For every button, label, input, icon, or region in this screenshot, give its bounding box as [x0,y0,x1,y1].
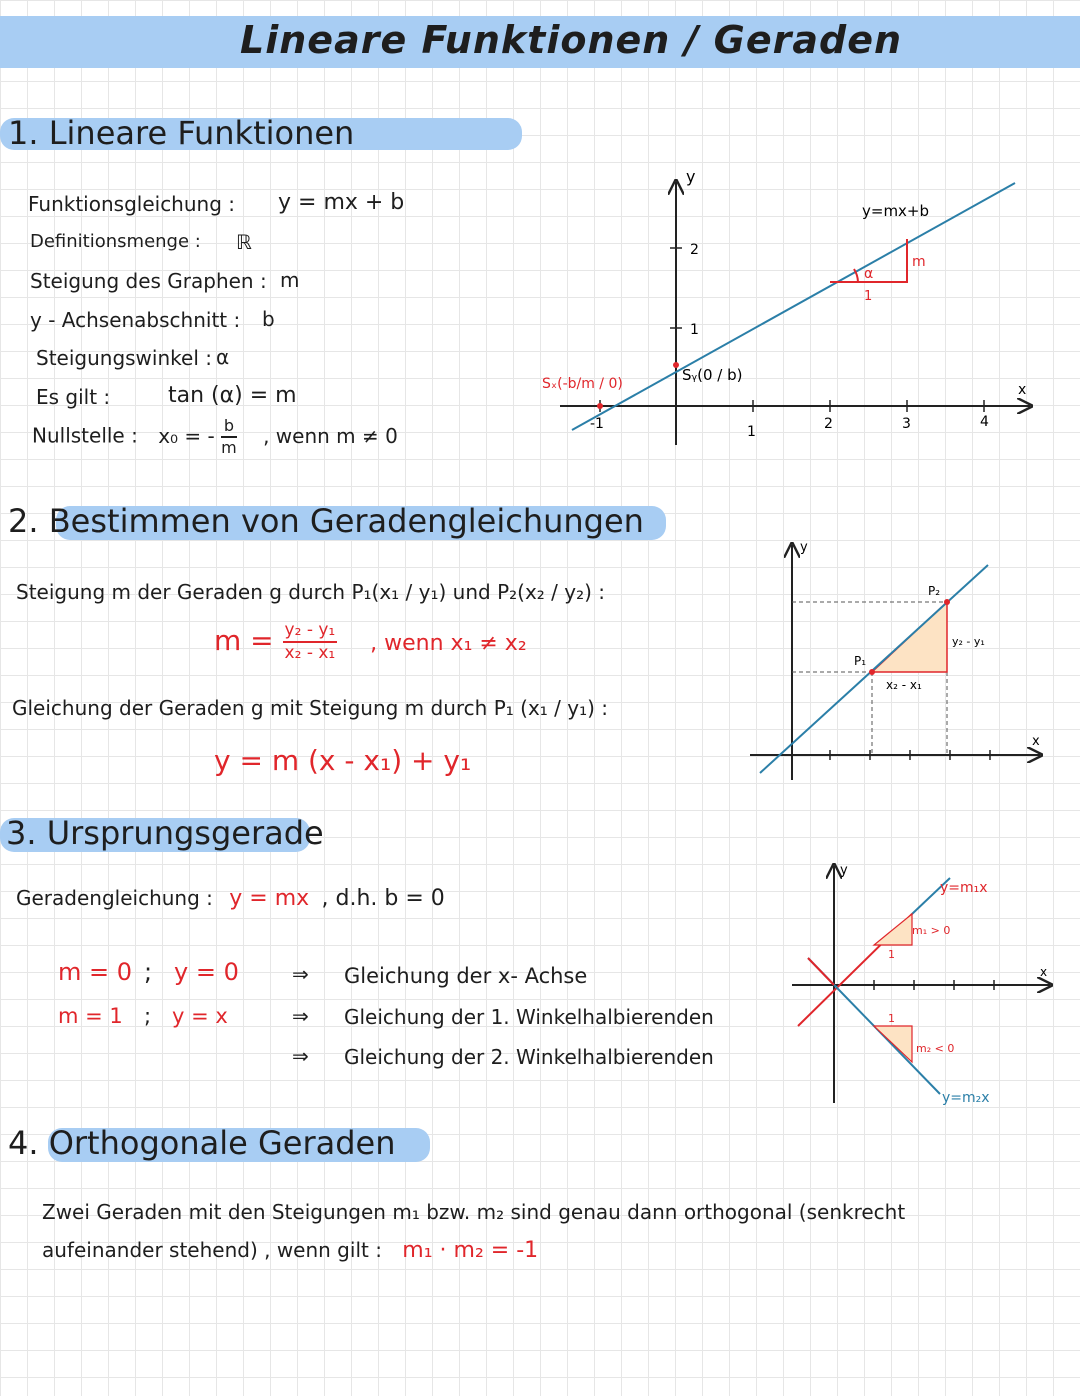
case-m-0: m = 0 [58,958,133,986]
section1-heading: 1. Lineare Funktionen [8,114,355,152]
y-axis-label: y [840,863,848,878]
def-label-4: Steigungswinkel : [36,346,212,370]
case-y-0: y = 0 [174,958,239,986]
nullstelle-num: b [221,418,237,438]
slope-lhs: m = [214,624,274,657]
angle-label: α [864,266,874,282]
section3-label: Geradengleichung : [16,886,213,910]
graph-two-points [740,535,1060,785]
sy-point [673,362,679,368]
nullstelle-row [32,418,398,456]
xtick-3: 3 [902,416,911,432]
graph-origin-lines [788,858,1060,1108]
y-axis-label: y [686,167,696,186]
run-label: 1 [864,289,873,304]
sx-label: Sₓ(-b/m / 0) [542,376,623,392]
nullstelle-fraction [221,418,237,456]
p2-point [944,599,950,605]
page-title: Lineare Funktionen / Geraden [240,18,903,62]
section4-line2-wrap [42,1238,538,1263]
xtick-1: 1 [747,424,756,440]
c1-label: m₁ > 0 [912,924,951,937]
slope-den: x₂ - x₁ [284,643,336,663]
y-axis-label: y [800,540,808,555]
run1-label: 1 [888,948,895,961]
def-value-2: m [280,268,300,292]
case-text-0: Gleichung der x- Achse [344,964,588,988]
p2-label: P₂ [928,584,941,598]
case-y-1: y = x [172,1004,228,1028]
x-axis-label: x [1018,382,1027,398]
l1-label: y=m₁x [940,880,988,896]
def-value-0: y = mx + b [278,190,405,215]
case-text-1: Gleichung der 1. Winkelhalbierenden [344,1005,714,1029]
section4-heading: 4. Orthogonale Geraden [8,1124,396,1162]
case-sep-1: ; [144,1004,152,1028]
function-line [572,183,1015,430]
section4-line1: Zwei Geraden mit den Steigungen m₁ bzw. m₂ sind genau dann orthogonal (senkrecht [42,1200,906,1224]
case-m-1: m = 1 [58,1004,123,1028]
section3-heading: 3. Ursprungsgerade [6,814,324,852]
x-axis-label: x [1040,965,1048,979]
section2-line2: Gleichung der Geraden g mit Steigung m durch P₁ (x₁ / y₁) : [12,696,608,720]
line-m2-red [808,958,834,985]
xtick-0: -1 [590,416,604,432]
slope-formula [214,622,527,662]
xtick-4: 4 [980,414,989,430]
x-axis-label: x [1032,734,1040,749]
def-label-5: Es gilt : [36,385,111,409]
origin-eq: y = mx [229,886,310,911]
section2-line1: Steigung m der Geraden g durch P₁(x₁ / y₁) und P₂(x₂ / y₂) : [16,580,606,604]
nullstelle-label: Nullstelle : [32,423,138,448]
origin-cond: , d.h. b = 0 [321,886,445,911]
slope-m-label: m [912,254,926,270]
case-arrow-1: ⇒ [292,1004,309,1028]
orthogonal-eq: m₁ · m₂ = -1 [402,1238,539,1263]
section2-heading: 2. Bestimmen von Geradengleichungen [8,502,644,540]
section3-line [16,886,445,911]
run2-label: 1 [888,1012,895,1025]
sx-point [597,403,603,409]
slope-num: y₂ - y₁ [283,622,338,643]
ytick-2: 2 [690,242,699,258]
slope-fraction [283,622,338,662]
line-g [760,565,988,773]
ytick-1: 1 [690,322,699,338]
nullstelle-lhs: x₀ = - [158,423,215,448]
case-sep-0: ; [144,958,153,986]
def-value-4: α [216,345,230,369]
nullstelle-cond: , wenn m ≠ 0 [263,423,398,448]
def-label-0: Funktionsgleichung : [28,192,236,216]
c2-label: m₂ < 0 [916,1042,955,1055]
section4-line2: aufeinander stehend) , wenn gilt : [42,1238,382,1262]
xtick-2: 2 [824,416,833,432]
def-label-1: Definitionsmenge : [30,231,201,252]
slope-cond: , wenn x₁ ≠ x₂ [370,631,527,656]
dy-label: y₂ - y₁ [952,635,985,648]
case-text-2: Gleichung der 2. Winkelhalbierenden [344,1045,714,1069]
def-value-5: tan (α) = m [168,383,297,408]
def-value-3: b [262,307,275,331]
p1-point [869,669,875,675]
point-slope-eq: y = m (x - x₁) + y₁ [214,744,472,777]
p1-label: P₁ [854,654,867,668]
case-arrow-2: ⇒ [292,1044,309,1068]
def-label-2: Steigung des Graphen : [30,269,267,293]
l2-label: y=m₂x [942,1090,990,1106]
graph-linear-function [540,160,1060,450]
triangle-m1 [874,914,912,945]
def-value-1: ℝ [236,230,252,254]
dx-label: x₂ - x₁ [886,678,922,692]
def-label-3: y - Achsenabschnitt : [30,308,241,332]
nullstelle-den: m [221,438,237,457]
sy-label: Sᵧ(0 / b) [682,366,743,384]
triangle-m2 [874,1026,912,1062]
line-label: y=mx+b [862,202,930,220]
case-arrow-0: ⇒ [292,962,309,986]
